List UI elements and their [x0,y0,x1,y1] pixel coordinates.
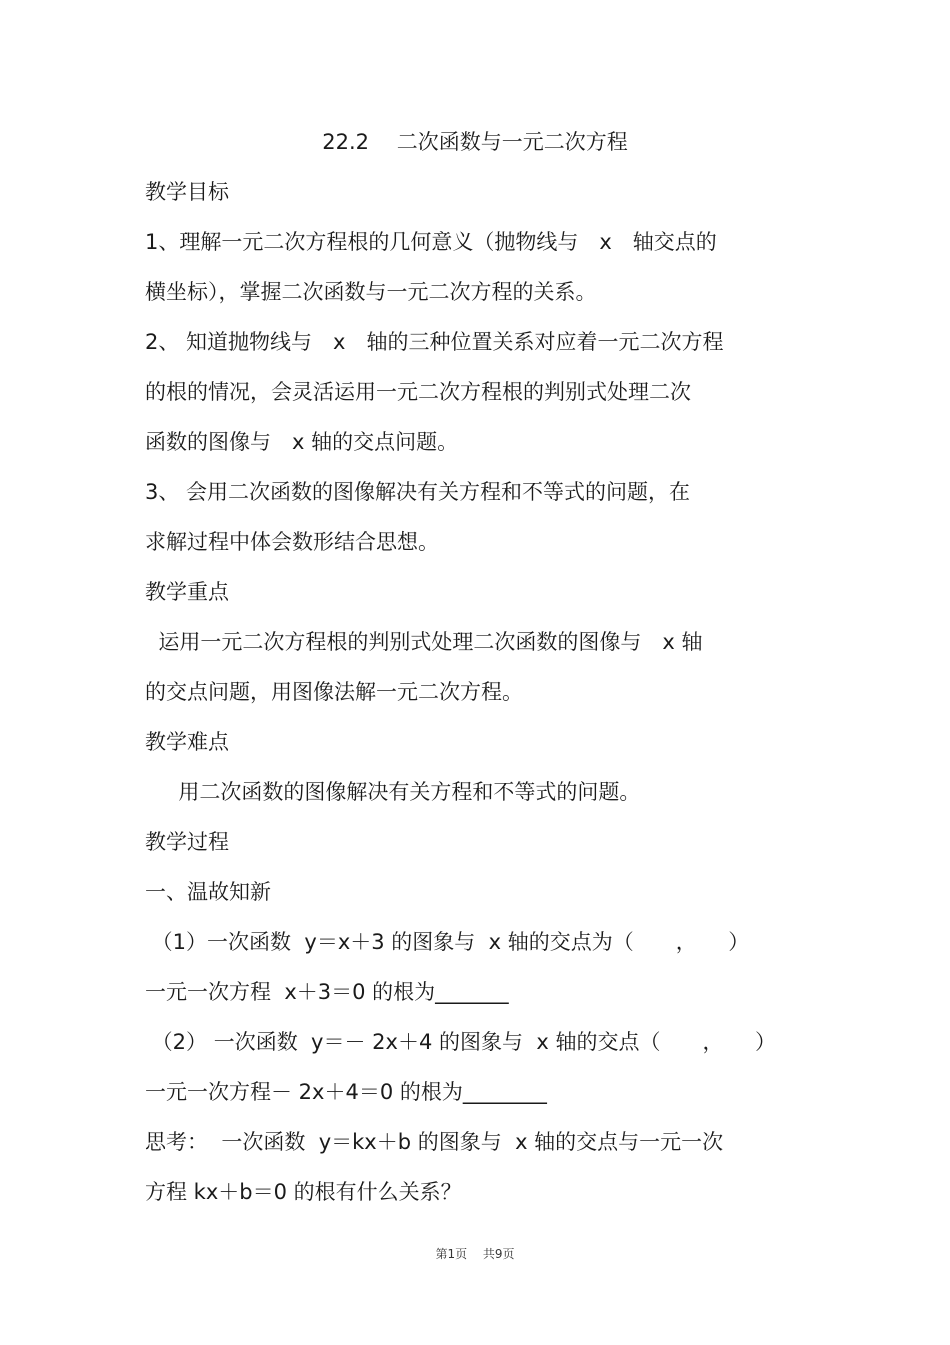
key-points-line-1: 运用一元二次方程根的判别式处理二次函数的图像与 x 轴 [145,630,703,654]
goals-heading: 教学目标 [145,180,229,204]
key-points-heading: 教学重点 [145,580,229,604]
question-1-line-2: 一元一次方程 x＋3＝0 的根为_______ [145,980,509,1004]
key-points-line-2: 的交点问题，用图像法解一元二次方程。 [145,680,523,704]
process-heading: 教学过程 [145,830,229,854]
review-heading: 一、温故知新 [145,880,271,904]
question-1-line-1: （1）一次函数 y＝x＋3 的图象与 x 轴的交点为（ ， ） [145,930,750,954]
goal-2-line-3: 函数的图像与 x 轴的交点问题。 [145,430,459,454]
difficulty-heading: 教学难点 [145,730,229,754]
page-title: 22.2 二次函数与一元二次方程 [322,130,628,154]
difficulty-line-1: 用二次函数的图像解决有关方程和不等式的问题。 [145,780,641,804]
think-line-1: 思考： 一次函数 y＝kx＋b 的图象与 x 轴的交点与一元一次 [145,1130,724,1154]
goal-3-line-2: 求解过程中体会数形结合思想。 [145,530,439,554]
goal-1-line-2: 横坐标），掌握二次函数与一元二次方程的关系。 [145,280,597,304]
goal-1-line-1: 1、理解一元二次方程根的几何意义（抛物线与 x 轴交点的 [145,230,717,254]
page-footer: 第1页 共9页 [435,1247,515,1261]
question-2-line-2: 一元一次方程－ 2x＋4＝0 的根为________ [145,1080,547,1104]
question-2-line-1: （2） 一次函数 y＝－ 2x＋4 的图象与 x 轴的交点（ ， ） [145,1030,776,1054]
goal-2-line-1: 2、 知道抛物线与 x 轴的三种位置关系对应着一元二次方程 [145,330,724,354]
goal-2-line-2: 的根的情况，会灵活运用一元二次方程根的判别式处理二次 [145,380,691,404]
goal-3-line-1: 3、 会用二次函数的图像解决有关方程和不等式的问题，在 [145,480,691,504]
think-line-2: 方程 kx＋b＝0 的根有什么关系？ [145,1180,462,1204]
